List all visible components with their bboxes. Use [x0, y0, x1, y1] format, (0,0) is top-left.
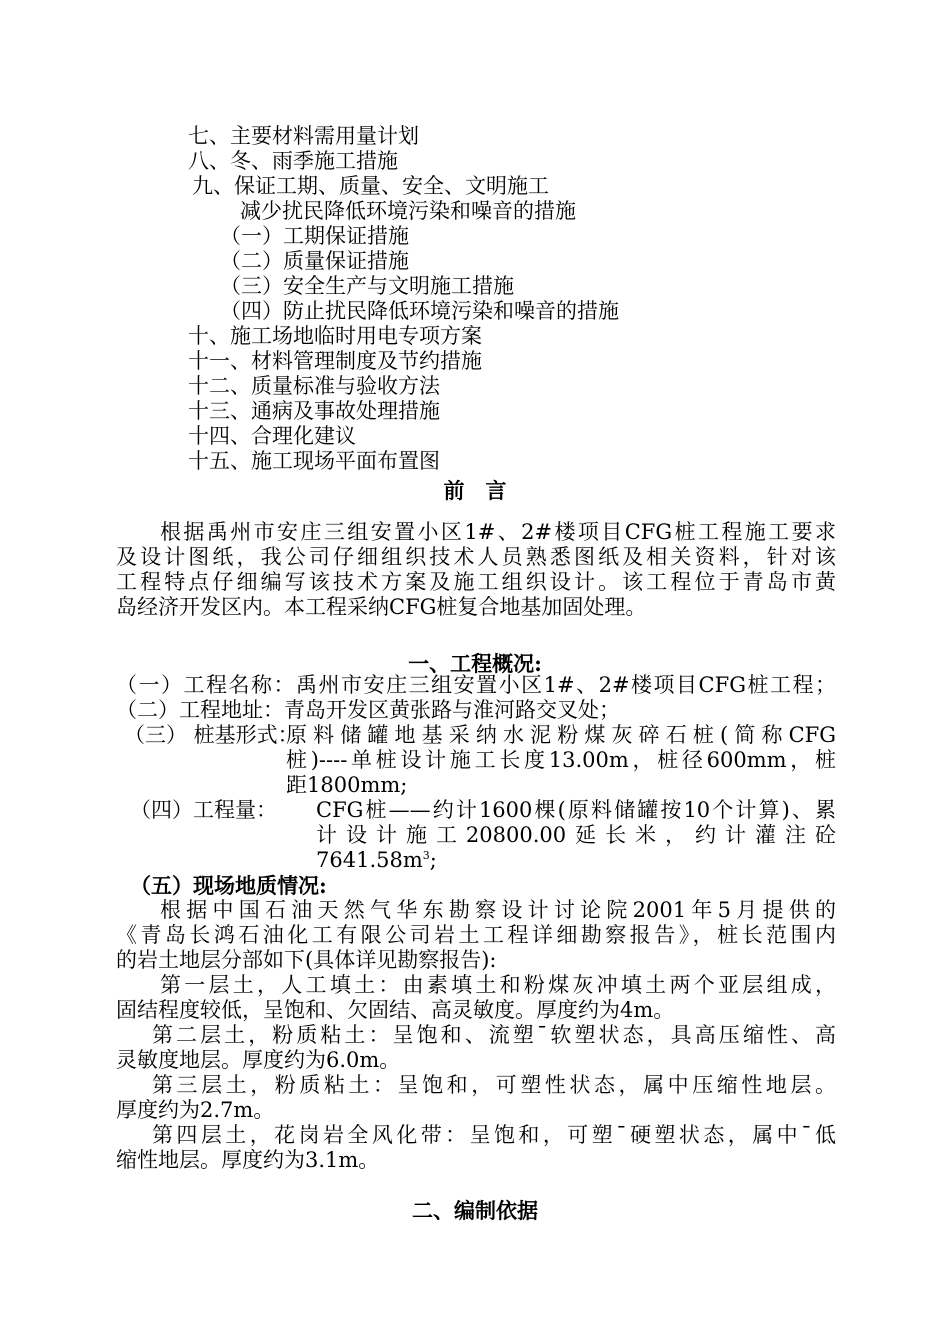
item-quantity-label: （四）工程量： — [130, 798, 277, 822]
toc-item: （二）质量保证措施 — [220, 249, 409, 273]
preface-title: 前 言 — [443, 478, 507, 503]
toc-item: （三）安全生产与文明施工措施 — [220, 274, 514, 298]
geology-line: 灵敏度地层。厚度约为6.0m。 — [116, 1048, 401, 1072]
item-project-name: （一）工程名称：禹州市安庄三组安置小区1#、2#楼项目CFG桩工程； — [116, 673, 836, 697]
toc-item: 十一、材料管理制度及节约措施 — [188, 349, 482, 373]
preface-line: 及设计图纸，我公司仔细组织技术人员熟悉图纸及相关资料，针对该 — [116, 545, 836, 569]
item-quantity-line: CFG桩——约计1600棵(原料储罐按10个计算)、累 — [316, 798, 836, 822]
geology-line: 第二层土，粉质粘土：呈饱和、流塑¯软塑状态，具高压缩性、高 — [152, 1023, 836, 1047]
toc-item: 减少扰民降低环境污染和噪音的措施 — [240, 199, 576, 223]
preface-line: 岛经济开发区内。本工程采纳CFG桩复合地基加固处理。 — [116, 595, 647, 619]
item-pile-type-line: 原料储罐地基采纳水泥粉煤灰碎石桩(简称CFG — [286, 723, 836, 747]
toc-item: 七、主要材料需用量计划 — [188, 124, 419, 148]
section-1-title: 一、工程概况: — [408, 651, 542, 676]
item-pile-type-label: （三） 桩基形式： — [124, 723, 299, 747]
geology-line: 第一层土，人工填土：由素填土和粉煤灰冲填土两个亚层组成， — [160, 973, 836, 997]
preface-line: 工程特点仔细编写该技术方案及施工组织设计。该工程位于青岛市黄 — [116, 570, 836, 594]
item-quantity-line: 计设计施工20800.00延长米，约计灌注砼 — [316, 823, 836, 847]
toc-item: 十三、通病及事故处理措施 — [188, 399, 440, 423]
toc-item: （四）防止扰民降低环境污染和噪音的措施 — [220, 299, 619, 323]
toc-item: 十五、施工现场平面布置图 — [188, 449, 440, 473]
geology-line: 第四层土，花岗岩全风化带：呈饱和，可塑¯硬塑状态，属中¯低 — [152, 1123, 836, 1147]
toc-item: 九、保证工期、质量、安全、文明施工 — [192, 174, 549, 198]
preface-line: 根据禹州市安庄三组安置小区1#、2#楼项目CFG桩工程施工要求 — [160, 520, 836, 544]
toc-item: （一）工期保证措施 — [220, 224, 409, 248]
geology-line: 《青岛长鸿石油化工有限公司岩土工程详细勘察报告》，桩长范围内 — [116, 923, 836, 947]
item-geology-title: （五）现场地质情况: — [130, 873, 327, 898]
item-pile-type-line: 距1800mm; — [286, 773, 408, 797]
item-pile-type-line: 桩)----单桩设计施工长度13.00m，桩径600mm，桩 — [286, 748, 836, 772]
geology-line: 根据中国石油天然气华东勘察设计讨论院2001年5月提供的 — [160, 898, 836, 922]
item-project-address: （二）工程地址：青岛开发区黄张路与淮河路交叉处； — [116, 698, 620, 722]
geology-line: 固结程度较低，呈饱和、欠固结、高灵敏度。厚度约为4m。 — [116, 998, 675, 1022]
toc-item: 十、施工场地临时用电专项方案 — [188, 324, 482, 348]
geology-line: 的岩土地层分部如下(具体详见勘察报告): — [116, 948, 497, 972]
toc-item: 十二、质量标准与验收方法 — [188, 374, 440, 398]
item-quantity-line: $7641.58m^3$; — [316, 848, 437, 872]
toc-item: 十四、合理化建议 — [188, 424, 356, 448]
geology-line: 厚度约为2.7m。 — [116, 1098, 275, 1122]
toc-item: 八、冬、雨季施工措施 — [188, 149, 398, 173]
geology-line: 缩性地层。厚度约为3.1m。 — [116, 1148, 380, 1172]
section-2-title: 二、编制依据 — [412, 1198, 538, 1223]
geology-line: 第三层土，粉质粘土：呈饱和，可塑性状态，属中压缩性地层。 — [152, 1073, 836, 1097]
